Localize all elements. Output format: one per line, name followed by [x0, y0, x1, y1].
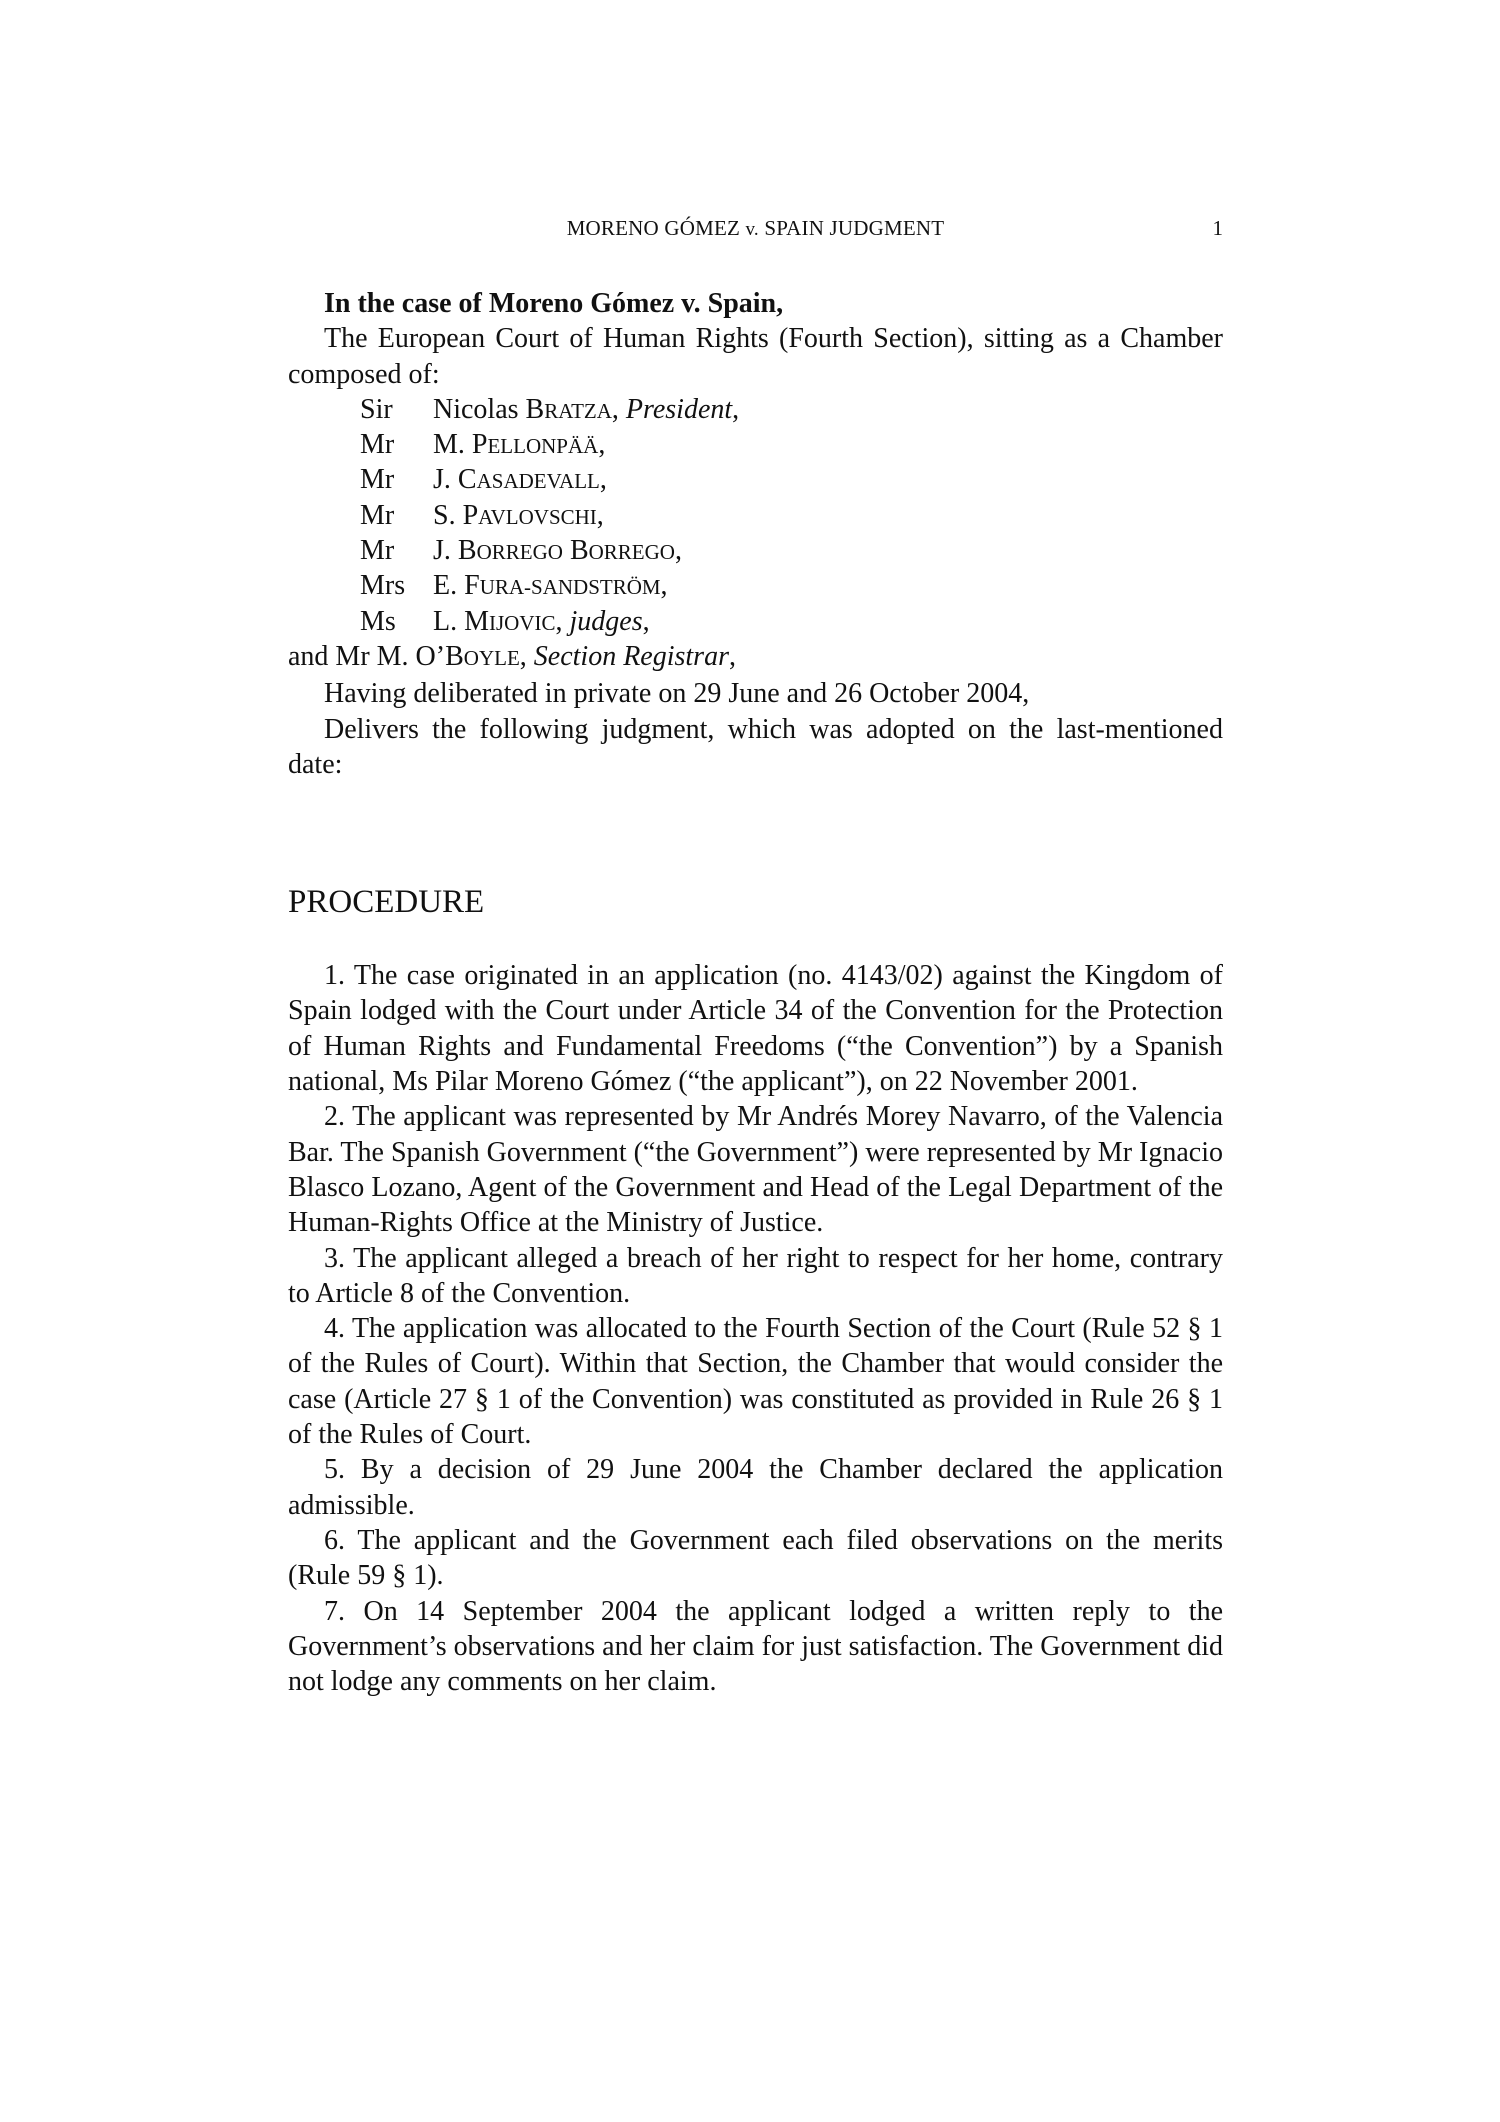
judge-title: Mrs — [360, 570, 406, 602]
procedure-paragraph: 7. On 14 September 2004 the applicant lodged a written reply to the Government’s observations and her claim for just satisfaction. The Government did not lodge any comments on her claim. — [288, 1595, 1223, 1698]
judge-name: Nicolas BRATZA, President, — [433, 393, 740, 425]
judge-row — [288, 392, 1223, 427]
procedure-paragraphs — [288, 958, 1223, 1699]
judge-title: Mr — [360, 535, 395, 567]
judge-row — [288, 498, 1223, 533]
section-heading-procedure: PROCEDURE — [288, 884, 485, 921]
running-header — [288, 216, 1223, 246]
judge-name: M. PELLONPÄÄ, — [433, 429, 606, 461]
judge-name: J. BORREGO BORREGO, — [433, 535, 682, 567]
procedure-paragraph: 6. The applicant and the Government each filed observations on the merits (Rule 59 § 1). — [288, 1524, 1223, 1592]
procedure-paragraph: 5. By a decision of 29 June 2004 the Chamber declared the application admissible. — [288, 1454, 1223, 1521]
judge-title: Mr — [360, 499, 395, 531]
judge-row — [288, 568, 1223, 603]
document-body — [288, 286, 1223, 1699]
delivers-line: Delivers the following judgment, which was adopted on the last-mentioned date: — [288, 713, 1223, 780]
judge-row — [288, 604, 1223, 639]
judge-name: J. CASADEVALL, — [433, 464, 607, 496]
judges-list — [288, 392, 1223, 639]
procedure-paragraph: 4. The application was allocated to the Fourth Section of the Court (Rule 52 § 1 of the Rules of Court). Within that Section, the Chamber that would consider the case (Article 27 § 1 of the Convention) was constituted as provided in Rule 26 § 1 of the Rules of Court. — [288, 1313, 1223, 1451]
case-title: In the case of Moreno Gómez v. Spain, — [324, 288, 784, 319]
judge-name: E. FURA-SANDSTRÖM, — [433, 570, 668, 602]
judge-title: Mr — [360, 429, 395, 461]
deliberation-line: Having deliberated in private on 29 June and 26 October 2004, — [324, 678, 1030, 710]
procedure-paragraph: 3. The applicant alleged a breach of her right to respect for her home, contrary to Article 8 of the Convention. — [288, 1242, 1223, 1309]
judge-title: Sir — [360, 393, 393, 425]
judge-row — [288, 533, 1223, 568]
procedure-paragraph: 2. The applicant was represented by Mr Andrés Morey Navarro, of the Valencia Bar. The Spanish Government (“the Government”) were represented by Mr Ignacio Blasco Lozano, Agent of the Government and Head of the Legal Department of the Human-Rights Office at the Ministry of Justice. — [288, 1101, 1223, 1239]
judge-name: S. PAVLOVSCHI, — [433, 499, 604, 531]
judge-row — [288, 462, 1223, 497]
judge-title: Mr — [360, 464, 395, 496]
judge-name: L. MIJOVIC, judges, — [433, 605, 650, 637]
section-spacer — [288, 782, 1223, 882]
procedure-paragraph: 1. The case originated in an application (no. 4143/02) against the Kingdom of Spain lodged with the Court under Article 34 of the Convention for the Protection of Human Rights and Fundamental Freedoms (“the Convention”) by a Spanish national, Ms Pilar Moreno Gómez (“the applicant”), on 22 November 2001. — [288, 960, 1223, 1098]
judge-row — [288, 427, 1223, 462]
judge-title: Ms — [360, 605, 396, 637]
page-number: 1 — [1212, 216, 1223, 240]
header-title: MORENO GÓMEZ v. SPAIN JUDGMENT — [566, 216, 945, 240]
court-composition-sentence: The European Court of Human Rights (Fourth Section), sitting as a Chamber composed of: — [288, 323, 1223, 390]
registrar-line: and Mr M. O’BOYLE, Section Registrar, — [288, 640, 736, 672]
